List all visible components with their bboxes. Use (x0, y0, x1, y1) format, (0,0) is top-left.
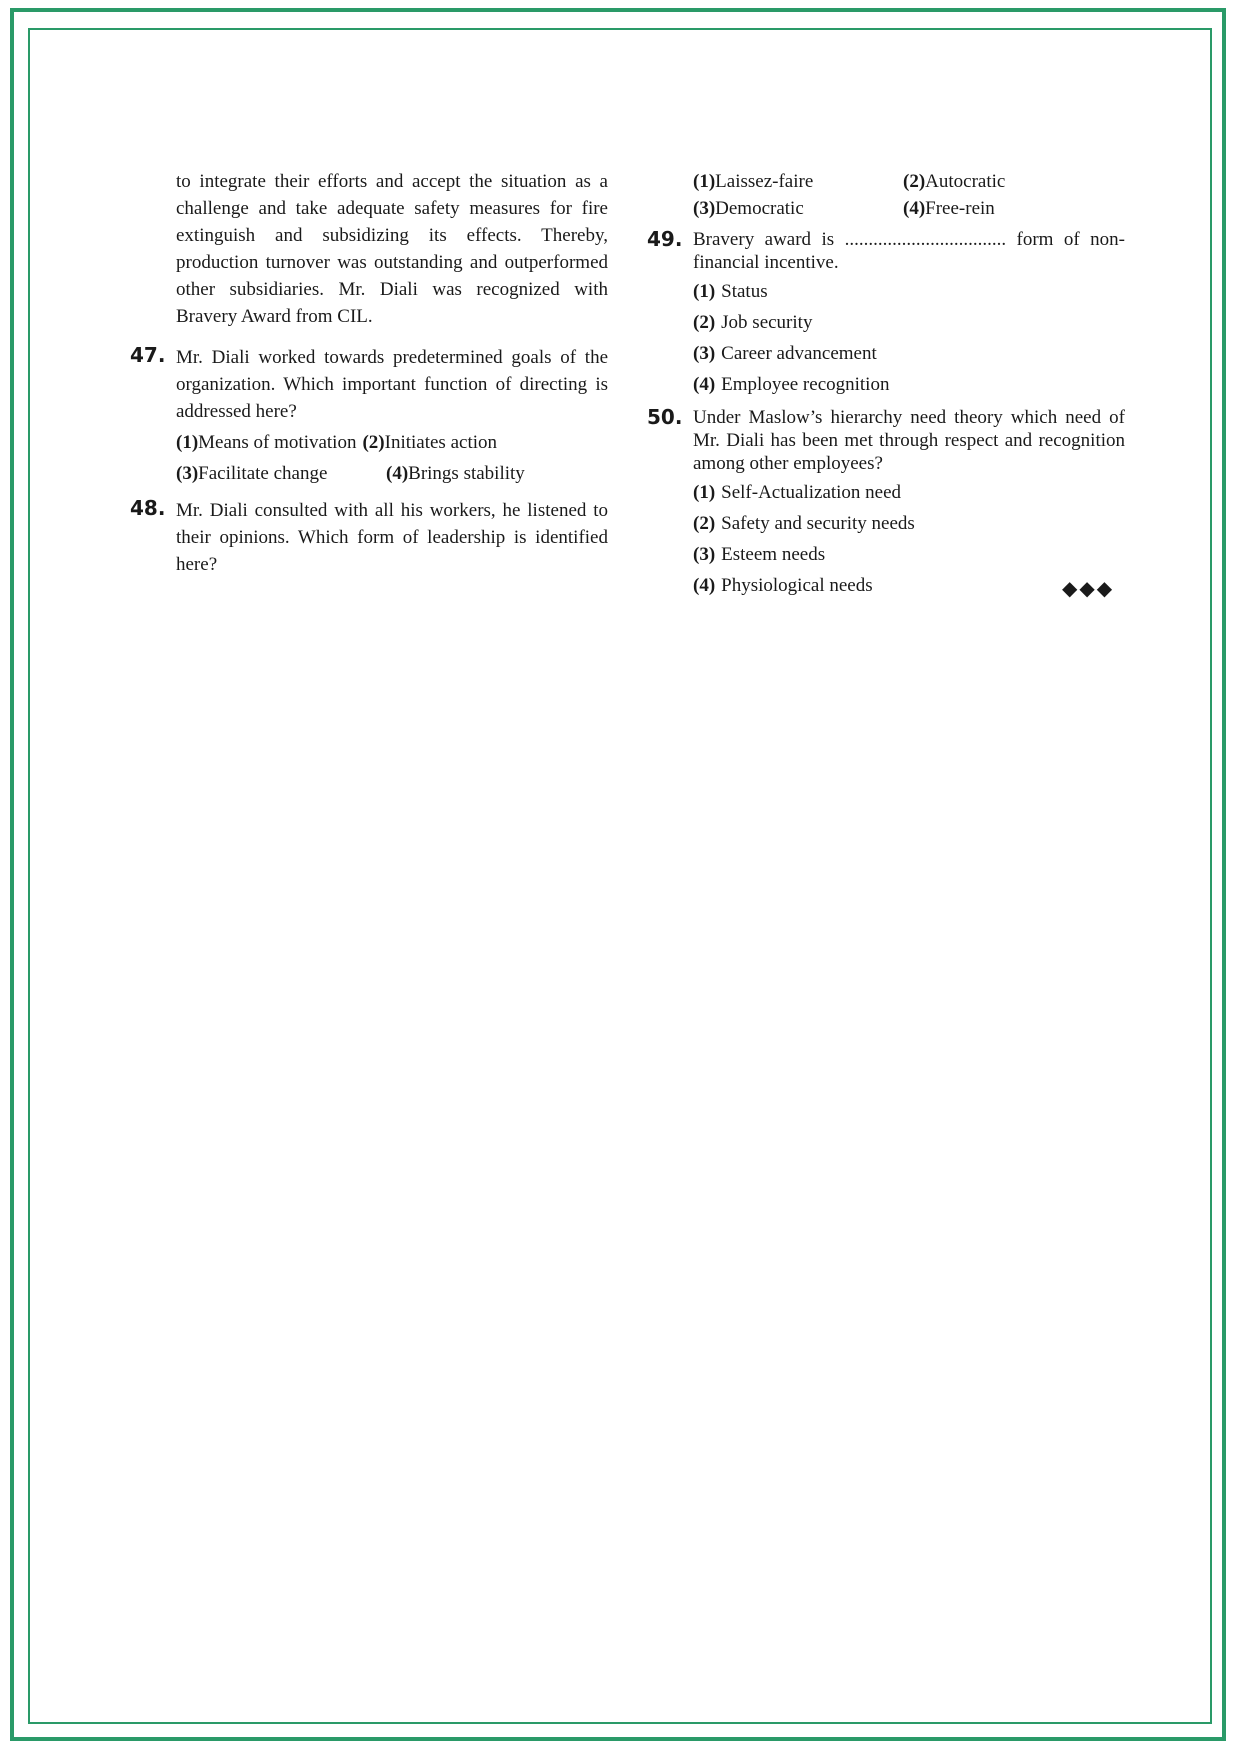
right-column (647, 168, 1125, 599)
left-column (130, 168, 608, 578)
option: (2)Initiates action (362, 432, 498, 453)
end-of-section-mark: ◆◆◆ (1062, 576, 1115, 600)
option: (3) Esteem needs (693, 544, 826, 565)
question-number: 50. (647, 405, 683, 429)
question-text: Bravery award is .................................. form of non-financial incentive. (693, 229, 1125, 273)
option: (4)Brings stability (386, 463, 525, 484)
question-text: Mr. Diali worked towards predetermined goals of the organization. Which important function of directing is addressed here? (176, 347, 608, 422)
intro-paragraph: to integrate their efforts and accept the situation as a challenge and take adequate safety measures for fire extinguish and subsidizing its effects. Thereby, production turnover was outstanding and outperformed other subsidiaries. Mr. Diali was recognized with Bravery Award from CIL. (176, 171, 608, 327)
option: (4)Free-rein (903, 198, 995, 219)
option: (1)Means of motivation (176, 432, 357, 453)
option: (3)Democratic (693, 198, 804, 219)
option: (4) Physiological needs (693, 575, 873, 596)
option: (1) Self-Actualization need (693, 482, 902, 503)
question-47 (130, 343, 608, 487)
option-row (176, 429, 608, 456)
question-text: Mr. Diali consulted with all his workers, he listened to their opinions. Which form of leadership is identified here? (176, 500, 608, 575)
option-row (176, 460, 608, 487)
option: (1) Status (693, 281, 768, 302)
option-row (693, 168, 1125, 195)
option-row (693, 195, 1125, 222)
question-number: 49. (647, 227, 683, 251)
option: (2)Autocratic (903, 171, 1006, 192)
question-number: 48. (130, 496, 166, 520)
question-text: Under Maslow’s hierarchy need theory which need of Mr. Diali has been met through respect and recognition among other employees? (693, 407, 1125, 474)
option: (4) Employee recognition (693, 374, 890, 395)
question-number: 47. (130, 343, 166, 367)
option: (3) Career advancement (693, 343, 877, 364)
question-49 (647, 227, 1125, 398)
question-50 (647, 405, 1125, 599)
option: (1)Laissez-faire (693, 171, 814, 192)
option: (2) Safety and security needs (693, 513, 915, 534)
option: (2) Job security (693, 312, 813, 333)
option: (3)Facilitate change (176, 463, 328, 484)
question-48 (130, 496, 608, 578)
